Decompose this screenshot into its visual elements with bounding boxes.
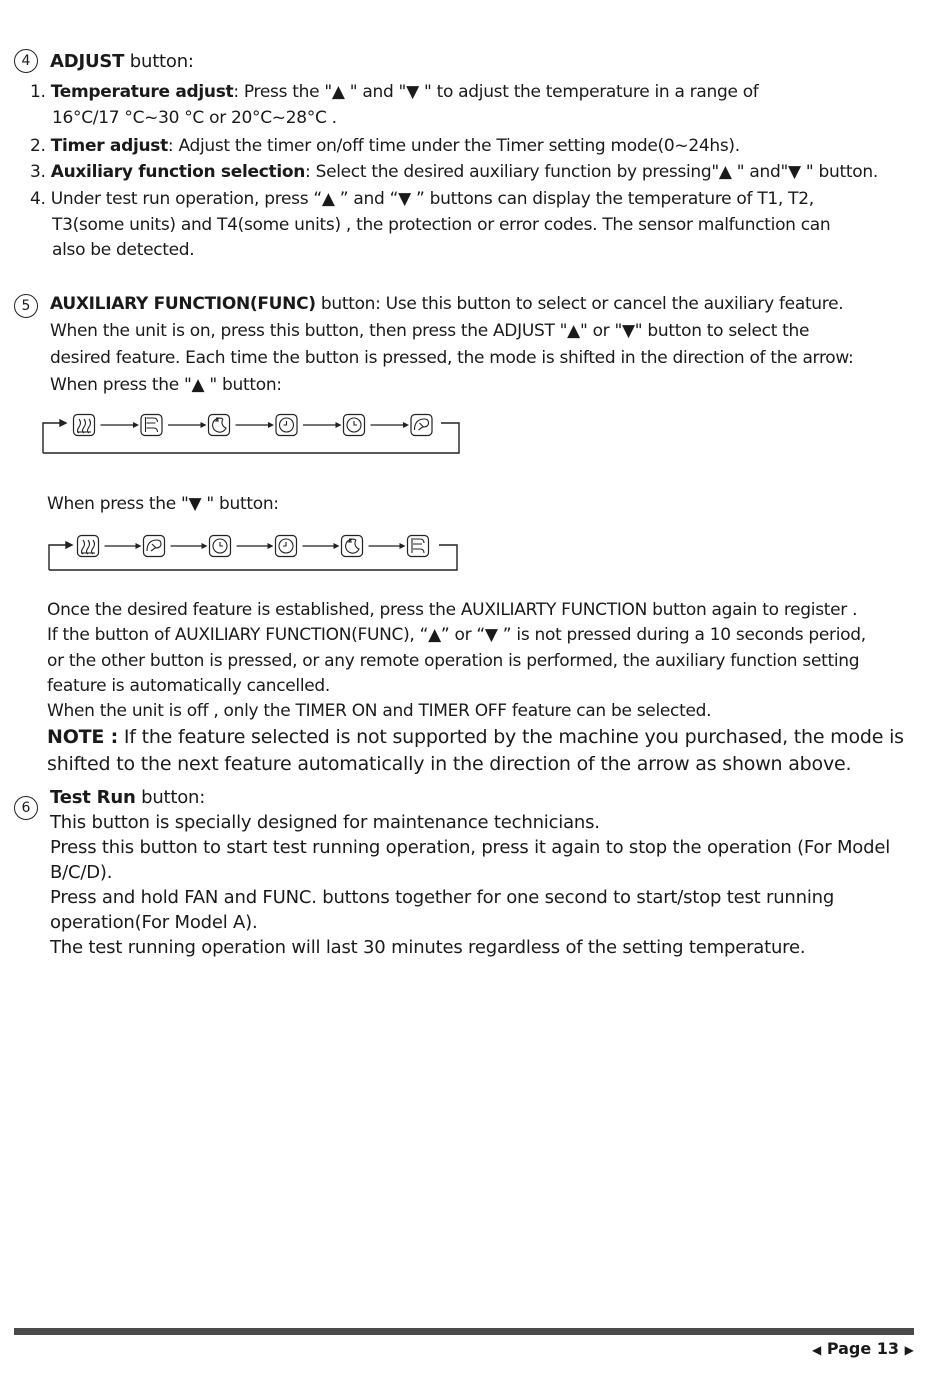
down-arrow-icon: ▼ (406, 82, 419, 102)
flow-arrow-head (136, 543, 142, 549)
flow-arrow-head (133, 422, 139, 428)
timer-on-icon-glyph (280, 418, 294, 432)
flow-arrow-head (403, 422, 409, 428)
down-arrow-icon: ▼ (188, 494, 202, 514)
section5-para2: If the button of AUXILIARY FUNCTION(FUNC), “▲” or “▼ ” is not pressed during a 10 seconds period, (47, 625, 866, 645)
section4-title: ADJUST button: (50, 51, 194, 72)
section4-item-4: 4. Under test run operation, press “▲ ” and “▼ ” buttons can display the temperature of T1, T2, (30, 189, 814, 209)
down-arrow-icon: ▼ (398, 189, 411, 209)
section5-para5: When the unit is off , only the TIMER ON and TIMER OFF feature can be selected. (47, 701, 712, 721)
section4-item-1-line2: 16°C/17 °C~30 °C or 20°C~28°C . (52, 108, 337, 128)
section-number-5: 5 (14, 294, 38, 318)
down-arrow-icon: ▼ (484, 625, 498, 645)
up-arrow-icon: ▲ (567, 321, 580, 341)
down-press-label: When press the "▼ " button: (47, 494, 279, 514)
section5-title: AUXILIARY FUNCTION(FUNC) button: Use this button to select or cancel the auxiliary feature. (50, 294, 844, 314)
section4-item-1: 1. Temperature adjust: Press the "▲ " and "▼ " to adjust the temperature in a range of (30, 82, 759, 102)
section4-item-2: 2. Timer adjust: Adjust the timer on/off time under the Timer setting mode(0~24hs). (30, 136, 740, 156)
flow-arrow-head (201, 422, 207, 428)
up-arrow-icon: ▲ (428, 625, 441, 645)
timer-on-icon-glyph (279, 539, 293, 553)
turbo-icon-glyph (415, 419, 429, 430)
next-page-icon: ▶ (904, 1343, 914, 1357)
prev-page-icon: ◀ (812, 1343, 822, 1357)
flow-arrow-head (268, 543, 274, 549)
section4-item-3: 3. Auxiliary function selection: Select the desired auxiliary function by pressing"▲ " and"▼ " button. (30, 162, 878, 182)
timer-off-icon-glyph (213, 539, 227, 553)
up-arrow-icon: ▲ (331, 82, 345, 102)
up-arrow-icon: ▲ (718, 162, 732, 182)
section5-para4: feature is automatically cancelled. (47, 676, 331, 696)
flow-arrow-head (336, 422, 342, 428)
page-number: ◀ Page 13 ▶ (812, 1339, 914, 1358)
section5-para3: or the other button is pressed, or any remote operation is performed, the auxiliary function setting (47, 651, 860, 671)
swing-icon-glyph (412, 538, 424, 553)
section5-note-line2: shifted to the next feature automatically in the direction of the arrow as shown above. (47, 753, 852, 775)
timer-off-icon-glyph (347, 418, 361, 432)
flow-arrow-head (268, 422, 274, 428)
section6-line2: Press this button to start test running operation, press it again to stop the operation (For Model (50, 837, 891, 858)
section4-item-4-line2: T3(some units) and T4(some units) , the protection or error codes. The sensor malfunction can (52, 215, 831, 235)
up-arrow-icon: ▲ (321, 189, 335, 209)
section6-line1: This button is specially designed for maintenance technicians. (50, 812, 600, 833)
section6-line5: operation(For Model A). (50, 912, 258, 933)
auxheat-icon-glyph (77, 419, 91, 433)
sleep-icon-glyph (213, 418, 226, 432)
auxheat-icon-glyph (81, 540, 95, 554)
down-sequence-flow (44, 528, 464, 578)
sleep-icon-glyph (346, 539, 359, 553)
section4-item-4-line3: also be detected. (52, 240, 195, 260)
down-arrow-icon: ▼ (622, 321, 635, 341)
section-number-6: 6 (14, 796, 38, 820)
up-press-label: When press the "▲ " button: (50, 375, 282, 395)
flow-arrow-head (202, 543, 208, 549)
section6-line4: Press and hold FAN and FUNC. buttons together for one second to start/stop test running (50, 887, 835, 908)
section5-line3: desired feature. Each time the button is pressed, the mode is shifted in the direction of the arrow: (50, 348, 854, 368)
swing-icon-glyph (146, 417, 158, 432)
section6-line6: The test running operation will last 30 minutes regardless of the setting temperature. (50, 937, 806, 958)
turbo-icon-glyph (147, 540, 161, 551)
down-arrow-icon: ▼ (788, 162, 801, 182)
section5-note: NOTE : If the feature selected is not supported by the machine you purchased, the mode is (47, 726, 904, 748)
up-arrow-icon: ▲ (191, 375, 205, 395)
up-sequence-flow (38, 405, 468, 460)
flow-arrow-head (334, 543, 340, 549)
section5-para1: Once the desired feature is established, press the AUXILIARTY FUNCTION button again to register . (47, 600, 858, 620)
section6-title: Test Run button: (50, 787, 206, 808)
flow-arrow-head (400, 543, 406, 549)
section6-line3: B/C/D). (50, 862, 113, 883)
section-number-4: 4 (14, 49, 38, 73)
footer-bar (14, 1328, 914, 1335)
section5-line2: When the unit is on, press this button, then press the ADJUST "▲" or "▼" button to select the (50, 321, 810, 341)
